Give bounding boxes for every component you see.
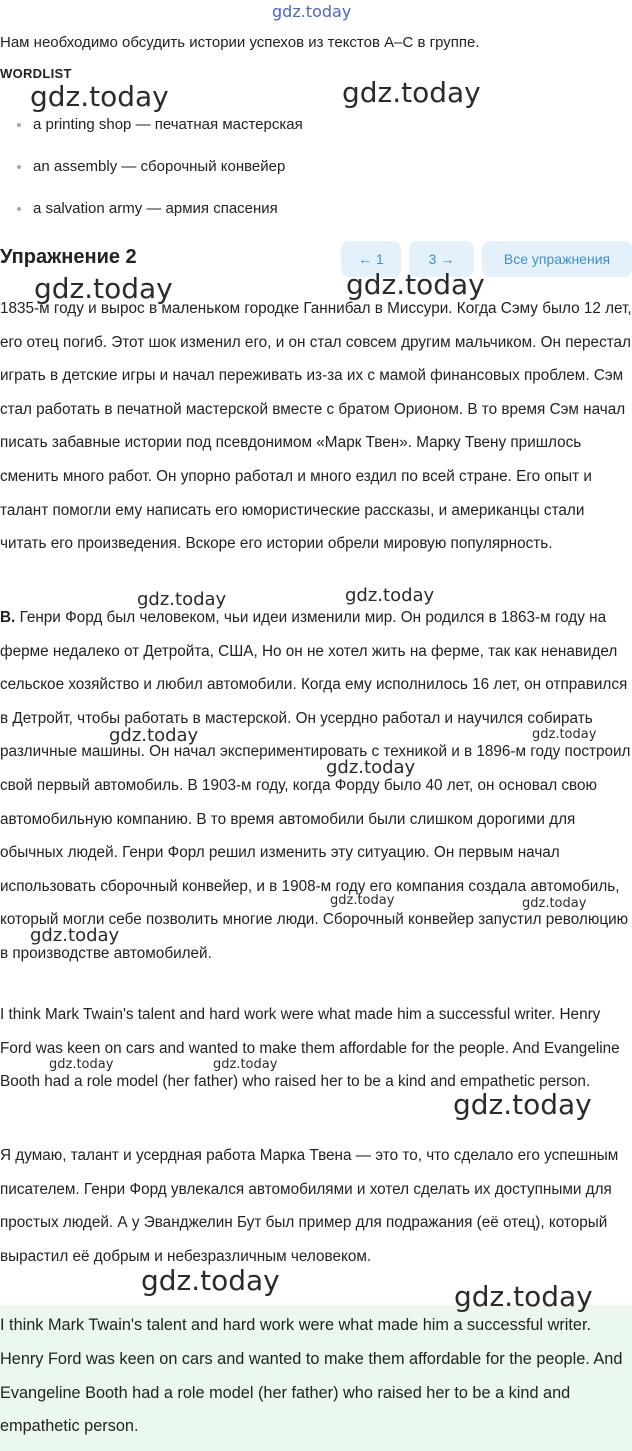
- exercise-title: Упражнение 2: [0, 246, 137, 268]
- text-b-body: Генри Форд был человеком, чьи идеи изменили мир. Он родился в 1863-м году на ферме недалеко от Детройта, США, Но он не хотел жить на ферме, так как ненавидел сельское хозяйство и любил автомобили. Когда ему исполнилось 16 лет, он отправился в Детройт, чтобы работать в мастерской. Он усердно работал и научился собирать различные машины. Он начал экспериментировать с техникой и в 1896-м году построил свой первый автомобиль. В 1903-м году, когда Форду было 40 лет, он основал свою автомобильную компанию. В то время автомобили были слишком дорогими для обычных людей. Генри Форл решил изменить эту ситуацию. Он первым начал использовать сборочный конвейер, и в 1908-м году его компания создала автомобиль, который могли себе позволить многие люди. Сборочный конвейер запустил революцию в производстве автомобилей.: [0, 609, 631, 962]
- watermark: gdz.today: [109, 725, 199, 746]
- watermark: gdz.today: [330, 893, 395, 908]
- answer-en: I think Mark Twain's talent and hard work were what made him a successful writer. Henry Ford was keen on cars and wanted to make them affordable for the people. And Evangeline Booth had a role model (her father) who raised her to be a kind and empathetic person.: [0, 1006, 620, 1091]
- prev-exercise-button[interactable]: ← 1: [341, 241, 401, 277]
- watermark: gdz.today: [342, 76, 481, 109]
- text-b: [0, 601, 632, 971]
- text-a: 1835-м году и вырос в маленьком городке Ганнибал в Миссури. Когда Сэму было 12 лет, его отец погиб. Этот шок изменил его, и он стал совсем другим мальчиком. Он перестал играть в детские игры и начал переживать из-за их с мамой финансовых проблем. Сэм стал работать в печатной мастерской вместе с братом Орионом. В то время Сэм начал писать забавные истории под псевдонимом «Марк Твен». Марку Твену пришлось сменить много работ. Он упорно работал и много ездил по всей стране. Его опыт и талант помогли ему написать его юмористические рассказы, и американцы стали читать его произведения. Вскоре его истории обрели мировую популярность.: [0, 300, 632, 553]
- text-b-marker: B.: [0, 609, 16, 626]
- answer-highlight-text: I think Mark Twain's talent and hard work were what made him a successful writer. Henry Ford was keen on cars and wanted to make them affordable for the people. And Evangeline Booth had a role model (her father) who raised her to be a kind and empathetic person.: [0, 1316, 623, 1436]
- watermark: gdz.today: [532, 727, 597, 742]
- watermark: gdz.today: [345, 585, 435, 606]
- wordlist-item: a printing shop — печатная мастерская: [0, 104, 632, 146]
- wordlist-item: a salvation army — армия спасения: [0, 188, 632, 230]
- wordlist-title: WORDLIST: [0, 66, 72, 81]
- all-exercises-button[interactable]: Все упражнения: [482, 241, 632, 277]
- watermark: gdz.today: [141, 1264, 280, 1297]
- watermark: gdz.today: [522, 896, 587, 911]
- watermark: gdz.today: [272, 2, 352, 21]
- watermark: gdz.today: [34, 272, 173, 305]
- watermark: gdz.today: [137, 589, 227, 610]
- watermark: gdz.today: [30, 925, 120, 946]
- answer-ru: Я думаю, талант и усердная работа Марка Твена — это то, что сделало его успешным писателем. Генри Форд увлекался автомобилями и хотел сделать их доступными для простых людей. А у Эванджелин Бут был пример для подражания (её отец), который вырастил её добрым и небезразличным человеком.: [0, 1147, 619, 1265]
- watermark: gdz.today: [49, 1057, 114, 1072]
- intro-text: Нам необходимо обсудить истории успехов из текстов A–C в группе.: [0, 34, 480, 51]
- next-exercise-button[interactable]: 3 →: [409, 241, 474, 277]
- watermark: gdz.today: [453, 1088, 592, 1121]
- watermark: gdz.today: [213, 1057, 278, 1072]
- wordlist: [0, 104, 632, 230]
- answer-highlight-box: [0, 1305, 632, 1451]
- watermark: gdz.today: [30, 80, 169, 113]
- watermark: gdz.today: [326, 757, 416, 778]
- watermark: gdz.today: [346, 268, 485, 301]
- wordlist-item: an assembly — сборочный конвейер: [0, 146, 632, 188]
- watermark: gdz.today: [454, 1280, 593, 1313]
